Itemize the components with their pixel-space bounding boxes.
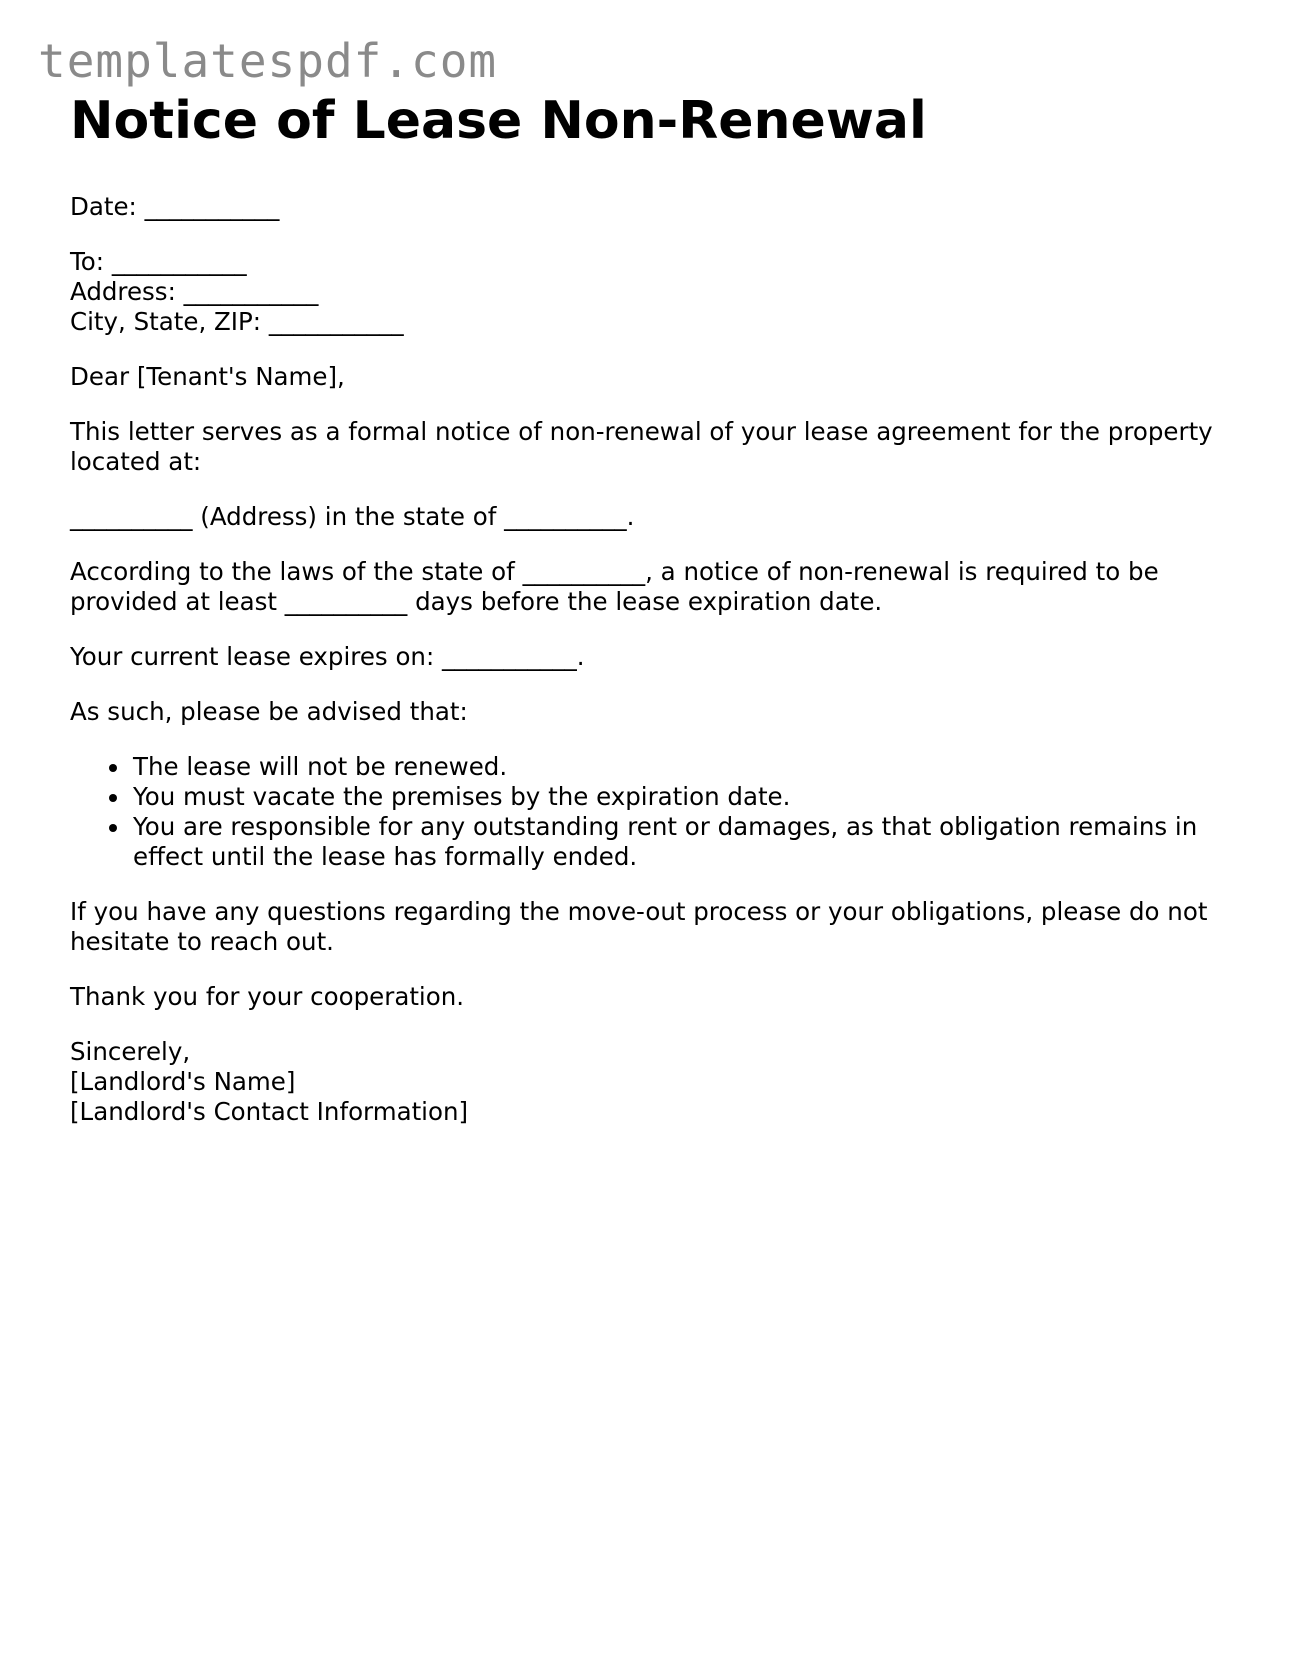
property-line: __________ (Address) in the state of __________. [70,502,635,531]
to-line: To: ___________ [70,247,247,276]
list-item: You must vacate the premises by the expiration date. [133,782,1220,812]
notice-bullet-list [70,752,1220,872]
signature-block [70,1037,1220,1127]
advised-line: As such, please be advised that: [70,697,468,726]
recipient-block [70,247,1220,337]
salutation: Dear [Tenant's Name], [70,362,345,391]
letter-body [70,154,1220,1127]
questions-paragraph: If you have any questions regarding the move-out process or your obligations, please do not hesitate to reach out. [70,897,1208,956]
closing-line: Sincerely, [70,1037,191,1066]
state-law-paragraph: According to the laws of the state of __________, a notice of non-renewal is required to be provided at least __________ days before the lease expiration date. [70,557,1159,616]
landlord-name: [Landlord's Name] [70,1067,296,1096]
expiration-line: Your current lease expires on: ___________. [70,642,585,671]
list-item: You are responsible for any outstanding rent or damages, as that obligation remains in effect until the lease has formally ended. [133,812,1220,872]
document-title: Notice of Lease Non-Renewal [70,91,927,151]
intro-paragraph: This letter serves as a formal notice of non-renewal of your lease agreement for the property located at: [70,417,1213,476]
list-item: The lease will not be renewed. [133,752,1220,782]
thanks-line: Thank you for your cooperation. [70,982,465,1011]
watermark-text: templatespdf.com [38,34,498,88]
landlord-contact: [Landlord's Contact Information] [70,1097,469,1126]
document-page [70,88,1220,1127]
city-state-zip-line: City, State, ZIP: ___________ [70,307,404,336]
address-line: Address: ___________ [70,277,319,306]
date-line: Date: ___________ [70,192,280,221]
